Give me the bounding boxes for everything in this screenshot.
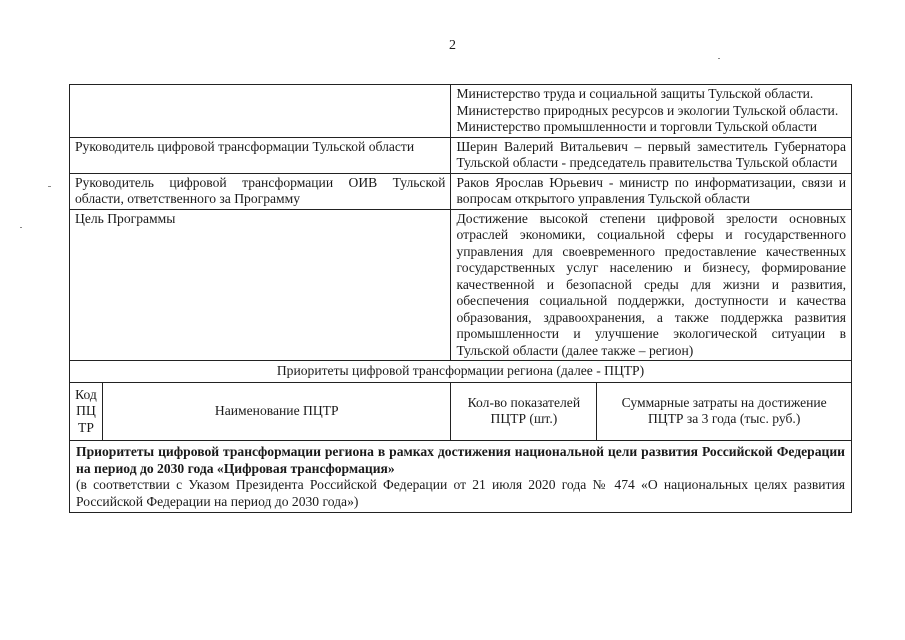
page-number: 2	[449, 38, 456, 53]
national-goal-cell	[70, 441, 852, 513]
column-code: Код ПЦ ТР	[70, 382, 103, 441]
row-value-digital-head: Шерин Валерий Витальевич – первый заместитель Губернатора Тульской области - председатель правительства Тульской области	[451, 137, 852, 173]
table-row	[70, 209, 852, 361]
table-row	[70, 441, 852, 513]
column-header-row	[70, 382, 852, 441]
priorities-header: Приоритеты цифровой трансформации региона (далее - ПЦТР)	[70, 361, 852, 383]
column-name: Наименование ПЦТР	[102, 382, 450, 441]
ministry-nature: Министерство природных ресурсов и экологии Тульской области.	[456, 102, 839, 118]
row-label-empty	[70, 85, 451, 138]
national-goal-note: (в соответствии с Указом Президента Российской Федерации от 21 июля 2020 года № 474 «О национальных целях развития Российской Федерации на период до 2030 года»)	[76, 477, 845, 509]
ministry-industry: Министерство промышленности и торговли Тульской области	[456, 119, 818, 134]
scan-speck	[20, 227, 22, 228]
table-row	[70, 137, 852, 173]
row-label-goal: Цель Программы	[70, 209, 451, 361]
ministry-labor: Министерство труда и социальной защиты Тульской области.	[456, 86, 814, 101]
row-value-oiv-head: Раков Ярослав Юрьевич - министр по информатизации, связи и вопросам открытого управления Тульской области	[451, 173, 852, 209]
scan-speck	[718, 58, 720, 59]
column-cost: Суммарные затраты на достижение ПЦТР за 3 года (тыс. руб.)	[597, 382, 852, 441]
row-label-oiv-head: Руководитель цифровой трансформации ОИВ Тульской области, ответственного за Программу	[70, 173, 451, 209]
table-row	[70, 361, 852, 383]
table-row	[70, 85, 852, 138]
table-row	[70, 173, 852, 209]
program-passport-table	[69, 84, 852, 513]
national-goal-title: Приоритеты цифровой трансформации региона в рамках достижения национальной цели развития Российской Федерации на период до 2030 года «Цифровая трансформация»	[76, 444, 845, 476]
row-value-goal: Достижение высокой степени цифровой зрелости основных отраслей экономики, социальной сферы и государственного управления для своевременного предоставление качественных государственных услуг населению и бизнесу, формирование качественной и безопасной среды для жизни и развития, обеспечения социальной поддержки, доступности и качества образования, здравоохранения, а также поддержка развития промышленности и улучшение экологической ситуации в Тульской области (далее также – регион)	[451, 209, 852, 361]
scan-speck	[48, 186, 51, 187]
ministries-cell	[451, 85, 852, 138]
column-count: Кол-во показателей ПЦТР (шт.)	[451, 382, 597, 441]
row-label-digital-head: Руководитель цифровой трансформации Тульской области	[70, 137, 451, 173]
